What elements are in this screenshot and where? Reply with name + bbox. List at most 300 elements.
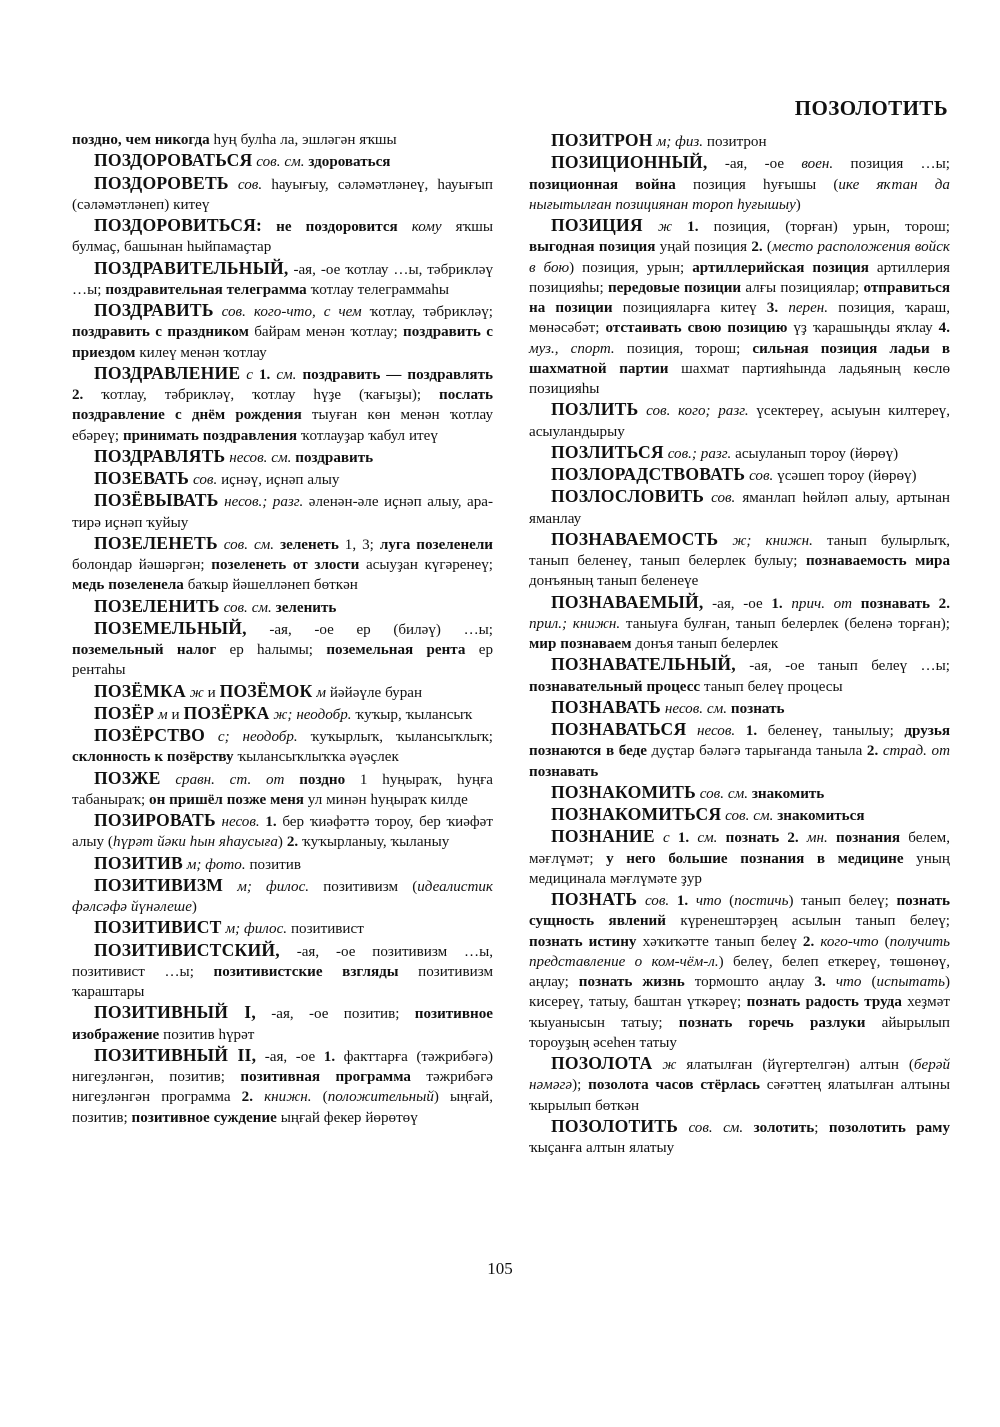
- entry-headword: ПОЗНАВАЕМОСТЬ: [551, 528, 719, 549]
- dictionary-entry: [72, 130, 493, 150]
- dictionary-entry: [72, 300, 493, 363]
- entry-gloss: сәғәттең ялатылған алтыны ҡырылып бөткән: [529, 1077, 950, 1114]
- entry-gloss: донъяның танып беленеүе: [529, 573, 699, 590]
- page-number: 105: [487, 1259, 513, 1278]
- entry-gloss: -ая, -ое ҡотлау …ы, тәбрикләү …ы;: [72, 261, 493, 298]
- dictionary-entry: [72, 618, 493, 681]
- entry-gloss: и: [167, 706, 184, 723]
- entry-gloss: (: [861, 974, 877, 990]
- dictionary-entry: [529, 654, 950, 697]
- entry-label: сравн. ст. от: [160, 771, 285, 788]
- entry-gloss: белем, мәғлүмәт;: [529, 830, 950, 867]
- entry-phrase: зеленеть: [280, 536, 339, 553]
- entry-headword: ПОЗЖЕ: [94, 767, 161, 788]
- entry-phrase: позеленеть от злости: [211, 557, 360, 573]
- entry-label: с: [240, 366, 254, 383]
- entry-gloss: ) позиция, урын;: [569, 259, 693, 276]
- page-columns: [72, 130, 950, 1240]
- entry-gloss: факттарға (тәжрибәгә) нигеҙләнгән, позитив;: [72, 1048, 493, 1085]
- entry-phrase: артиллерийская позиция: [692, 259, 869, 276]
- entry-gloss: уның медицинала мәғлүмәте ҙур: [529, 850, 950, 887]
- entry-phrase: познать горечь разлуки: [678, 1014, 866, 1031]
- entry-label: с: [654, 830, 670, 847]
- entry-gloss: -ая, -ое позитив;: [255, 1006, 415, 1023]
- dictionary-entry: [72, 703, 493, 725]
- entry-phrase: зеленить: [275, 599, 337, 616]
- entry-headword: ПОЗНАТЬ: [551, 889, 638, 909]
- entry-headword: ПОЗНАКОМИТЬ: [551, 781, 696, 802]
- entry-label: сов.: [189, 472, 218, 488]
- dictionary-entry: [72, 940, 493, 1003]
- entry-gloss: алғы позициялар;: [741, 279, 864, 296]
- entry-label: мн.: [806, 830, 828, 847]
- entry-label: сов. см.: [217, 536, 281, 553]
- entry-label: получить представление о ком-чём-л.: [529, 933, 950, 970]
- entry-gloss: үсәшеп тороу (йөрөү): [773, 468, 917, 484]
- entry-headword: ПОЗИТИВИСТСКИЙ,: [94, 939, 280, 960]
- entry-gloss: -ая, -ое: [256, 1048, 324, 1065]
- entry-phrase: познаваемость мира: [805, 553, 950, 569]
- entry-gloss: 1, 3;: [338, 536, 380, 553]
- entry-label: несов.: [686, 723, 736, 739]
- entry-phrase: познавать: [529, 763, 599, 780]
- entry-gloss: позитивист: [287, 921, 364, 938]
- dictionary-entry: [72, 725, 493, 768]
- dictionary-entry: [72, 258, 493, 301]
- column-right: [529, 130, 950, 1240]
- entry-phrase: поздравительная телеграмма: [105, 281, 307, 298]
- entry-phrase: поздно: [284, 771, 346, 788]
- entry-headword: ПОЗЁМОК: [219, 680, 313, 701]
- entry-label: муз., спорт.: [529, 340, 615, 357]
- entry-phrase: поздравить с праздником: [72, 324, 249, 341]
- entry-gloss: асыуҙан күгәренеү;: [359, 557, 493, 573]
- entry-headword: ПОЗЕМЕЛЬНЫЙ,: [94, 617, 247, 638]
- entry-sense-number: 2.: [241, 1089, 265, 1106]
- entry-headword: ПОЗДОРОВЕТЬ: [94, 172, 229, 193]
- entry-headword: ПОЗНАКОМИТЬСЯ: [551, 804, 722, 824]
- entry-headword: ПОЗОЛОТИТЬ: [551, 1115, 679, 1136]
- entry-label: сов.; разг.: [663, 445, 732, 462]
- entry-phrase: познавать: [852, 595, 931, 612]
- entry-gloss: ) ыңғай, позитив;: [72, 1089, 493, 1126]
- entry-gloss: ҡотлау, тәбрикләү, ҡотлау һүҙе (ҡағыҙы);: [101, 387, 440, 403]
- entry-gloss: артиллерия позицияһы;: [529, 259, 950, 296]
- entry-headword: ПОЗДОРОВАТЬСЯ: [94, 150, 253, 171]
- entry-headword: ПОЗНАВАТЬСЯ: [551, 719, 687, 739]
- entry-label: ж; книжн.: [718, 532, 813, 549]
- entry-gloss: донъя танып белерлек: [631, 636, 779, 652]
- entry-sense-number: 2.: [286, 834, 303, 851]
- entry-phrase: отстаивать свою позицию: [605, 320, 788, 337]
- entry-gloss: ҡуҡырланыу, ҡыланыу: [302, 834, 450, 851]
- entry-headword: ПОЗДРАВИТЕЛЬНЫЙ,: [94, 257, 289, 278]
- entry-phrase: поздно, чем никогда: [72, 132, 210, 148]
- entry-gloss: ҡуҡыр, ҡылансыҡ: [351, 706, 473, 723]
- entry-phrase: золотить: [753, 1119, 815, 1136]
- dictionary-entry: [529, 782, 950, 804]
- entry-sense-number: 2.: [802, 933, 821, 950]
- entry-sense-number: 1.: [771, 595, 792, 612]
- entry-gloss: бер ҡиәфәттә тороу, бер ҡиәфәт алыу (: [72, 814, 493, 851]
- entry-gloss: ҡуҡырлыҡ, ҡылансыҡлыҡ;: [297, 729, 493, 745]
- entry-label: прич. от: [791, 595, 853, 612]
- entry-gloss: ) танып белеү;: [788, 893, 897, 909]
- entry-phrase: здороваться: [308, 154, 391, 171]
- entry-gloss: танып белеү процесы: [700, 678, 843, 695]
- entry-label: ж: [642, 219, 673, 235]
- entry-label: сов. см.: [252, 154, 309, 171]
- entry-label: несов.: [215, 814, 260, 830]
- entry-phrase: он пришёл позже меня: [149, 791, 304, 808]
- running-head: ПОЗОЛОТИТЬ: [794, 96, 948, 120]
- entry-phrase: луга позеленели: [379, 536, 494, 553]
- entry-gloss: позиция, (торған) урын, торош;: [713, 219, 950, 235]
- entry-phrase: принимать поздравления: [122, 427, 298, 444]
- entry-gloss: позиция, торош;: [614, 340, 753, 357]
- dictionary-entry: [72, 681, 493, 703]
- entry-headword: ПОЗЁРСТВО: [94, 725, 206, 745]
- entry-gloss: хеҙмәт ҡыуанысын татыу;: [529, 994, 950, 1031]
- entry-headword: ПОЗЛИТЬСЯ: [551, 441, 664, 462]
- entry-label: ж; неодобр.: [269, 706, 352, 723]
- entry-sense-number: 1.: [253, 366, 277, 383]
- entry-label: книжн.: [264, 1089, 312, 1106]
- entry-label: сов.: [637, 893, 670, 909]
- entry-gloss: -ая, -ое ер (биләү) …ы;: [246, 621, 493, 638]
- dictionary-entry: [529, 697, 950, 719]
- entry-phrase: позитивное изображение: [72, 1006, 493, 1043]
- entry-gloss: -ая, -ое: [707, 156, 802, 173]
- entry-gloss: үҙ ҡарашыңды яҡлау: [787, 320, 939, 337]
- dictionary-entry: [529, 719, 950, 782]
- entry-label: что: [695, 893, 722, 909]
- dictionary-entry: [529, 1053, 950, 1116]
- entry-phrase: медь позеленела: [72, 577, 184, 594]
- entry-gloss: килеү менән ҡотлау: [135, 344, 267, 361]
- entry-gloss: ҡотлау телеграммаһы: [306, 281, 450, 298]
- entry-headword: ПОЗНАВАТЬ: [551, 696, 661, 717]
- entry-sense-number: 2.: [72, 387, 102, 403]
- entry-gloss: позиция …ы;: [833, 156, 950, 173]
- entry-sense-number: 2.: [751, 239, 767, 256]
- entry-label: перен.: [788, 300, 829, 316]
- entry-label: кому: [397, 219, 442, 235]
- dictionary-entry: [529, 1116, 950, 1159]
- entry-gloss: позитивизм ҡараштары: [72, 963, 493, 1000]
- entry-label: кого-что: [820, 933, 879, 950]
- entry-label: положительный: [327, 1089, 434, 1106]
- dictionary-entry: [529, 804, 950, 826]
- entry-phrase: познать радость труда: [746, 994, 902, 1011]
- entry-gloss: ул минән һуңыраҡ килде: [303, 791, 468, 808]
- column-left: [72, 130, 493, 1240]
- entry-label: м; филос.: [223, 878, 310, 895]
- dictionary-entry: [72, 173, 493, 216]
- entry-gloss: күренештәрҙең асылын танып белеү;: [665, 913, 950, 930]
- dictionary-entry: [529, 592, 950, 655]
- entry-headword: ПОЗНАВАТЕЛЬНЫЙ,: [551, 654, 736, 675]
- entry-phrase: послать поздравление с днём рождения: [72, 387, 493, 424]
- entry-phrase: позитивистские взгляды: [213, 963, 399, 980]
- dictionary-entry: [529, 215, 950, 399]
- entry-sense-number: 3.: [814, 974, 836, 990]
- dictionary-entry: [72, 490, 493, 533]
- entry-phrase: позитивное суждение: [131, 1109, 277, 1126]
- entry-phrase: склонность к позёрству: [72, 749, 234, 766]
- entry-label: м; физ.: [652, 134, 704, 150]
- entry-gloss: -ая, -ое танып белеү …ы;: [735, 658, 950, 675]
- entry-sense-number: 1.: [672, 219, 714, 235]
- entry-headword: ПОЗИТРОН: [551, 130, 653, 150]
- entry-sense-number: 1.: [669, 830, 698, 847]
- entry-gloss: дуҫтар бәләгә тарығанда таныла: [646, 743, 867, 760]
- entry-headword: ПОЗДОРОВИТЬСЯ:: [94, 215, 263, 235]
- dictionary-entry: [529, 464, 950, 486]
- dictionary-entry: [529, 889, 950, 1053]
- entry-headword: ПОЗИРОВАТЬ: [94, 810, 216, 830]
- dictionary-entry: [529, 442, 950, 464]
- dictionary-entry: [72, 875, 493, 918]
- dictionary-entry: [529, 130, 950, 152]
- entry-gloss: ҡыҫанға алтын ялатыу: [529, 1140, 675, 1156]
- entry-label: сов.: [745, 468, 774, 484]
- entry-sense-number: 4.: [938, 320, 950, 337]
- entry-phrase: познать: [717, 830, 780, 847]
- entry-gloss: ): [191, 899, 197, 915]
- entry-gloss: 1 һуңыраҡ, һуңға табаныраҡ;: [72, 771, 494, 808]
- entry-headword: ПОЗДРАВИТЬ: [94, 300, 214, 320]
- entry-phrase: позолотить раму: [828, 1119, 950, 1136]
- entry-headword: ПОЗИЦИОННЫЙ,: [551, 152, 708, 173]
- entry-phrase: познать сущность явлений: [529, 893, 950, 930]
- entry-gloss: позитрон: [703, 134, 767, 150]
- entry-phrase: познать истину: [529, 933, 637, 950]
- entry-sense-number: 2.: [866, 743, 883, 760]
- entry-gloss: ): [795, 196, 801, 213]
- entry-gloss: ҡотлау, тәбрикләү;: [361, 304, 493, 320]
- entry-label: һүрәт йәки һын яһаусыға: [112, 834, 278, 851]
- entry-headword: ПОЗЁВЫВАТЬ: [94, 490, 219, 511]
- entry-headword: ПОЗЕВАТЬ: [94, 468, 190, 488]
- entry-headword: ПОЗЁРКА: [183, 702, 270, 723]
- entry-label: берәй нәмәгә: [529, 1057, 950, 1094]
- entry-sense-number: 3.: [766, 300, 789, 316]
- entry-sense-number: 1.: [323, 1048, 344, 1065]
- entry-gloss: (: [721, 893, 735, 909]
- entry-label: сов. см.: [695, 785, 752, 802]
- entry-sense-number: 2.: [930, 595, 950, 612]
- entry-sense-number: 1.: [669, 893, 696, 909]
- entry-gloss: ): [277, 834, 287, 851]
- entry-headword: ПОЗЛИТЬ: [551, 399, 639, 420]
- entry-label: место расположения войск в бою: [529, 239, 950, 276]
- entry-label: ике яҡтан да нығытылған позициянан тороп һуғышыу: [529, 176, 950, 213]
- entry-label: сов. см.: [219, 599, 276, 616]
- dictionary-entry: [72, 917, 493, 939]
- entry-headword: ПОЗЛОСЛОВИТЬ: [551, 486, 705, 507]
- dictionary-entry: [72, 596, 493, 618]
- entry-phrase: позиционная война: [529, 176, 676, 193]
- entry-gloss: (: [311, 1089, 328, 1106]
- entry-gloss: ялатылған (йүгертелгән) алтын (: [676, 1057, 914, 1073]
- entry-gloss: ер һалымы;: [216, 642, 327, 658]
- entry-phrase: поземельная рента: [326, 642, 466, 658]
- entry-label: испытать: [876, 974, 945, 990]
- entry-gloss: хәҡиҡәтте танып белеү: [636, 933, 803, 950]
- entry-headword: ПОЗДРАВЛЕНИЕ: [94, 362, 241, 383]
- entry-label: м: [154, 706, 168, 723]
- entry-gloss: яманлап һөйләп алыу, артынан яманлау: [529, 490, 950, 527]
- entry-gloss: асыуланып тороу (йөрөү): [731, 445, 899, 462]
- entry-gloss: позицияларға китеү: [612, 300, 767, 316]
- entry-headword: ПОЗОЛОТА: [551, 1053, 653, 1073]
- entry-sense-number: 1.: [735, 723, 768, 739]
- entry-headword: ПОЗИТИВ: [94, 852, 183, 873]
- dictionary-entry: [72, 150, 493, 172]
- dictionary-entry: [72, 363, 493, 446]
- entry-phrase: поздравить с приездом: [72, 324, 493, 361]
- entry-headword: ПОЗЕЛЕНЕТЬ: [94, 532, 218, 553]
- entry-phrase: друзья познаются в беде: [529, 723, 950, 760]
- entry-headword: ПОЗИТИВИСТ: [94, 917, 222, 938]
- entry-gloss: һауығыу, сәләмәтләнеү, һауығып (сәләмәтләнеп) китеү: [72, 176, 494, 213]
- entry-phrase: познать: [730, 700, 785, 717]
- entry-gloss: ҡотлауҙар ҡабул итеү: [297, 427, 438, 444]
- dictionary-entry: [529, 529, 950, 592]
- entry-phrase: передовые позиции: [607, 279, 742, 296]
- dictionary-entry: [72, 1002, 493, 1045]
- entry-gloss: -ая, -ое: [703, 595, 772, 612]
- entry-phrase: сильная позиция ладьи в шахматной партии: [529, 340, 950, 377]
- entry-headword: ПОЗДРАВЛЯТЬ: [94, 445, 226, 466]
- entry-sense-number: 1.: [259, 814, 283, 830]
- entry-phrase: позолота часов стёрлась: [588, 1077, 760, 1094]
- entry-label: сов.: [704, 490, 736, 507]
- entry-gloss: позитив һүрәт: [159, 1026, 255, 1043]
- dictionary-entry: [529, 152, 950, 215]
- entry-headword: ПОЗИЦИЯ: [551, 215, 643, 235]
- dictionary-entry: [72, 468, 493, 490]
- entry-label: ж: [185, 684, 204, 701]
- entry-gloss: ) белеү, белеп еткереү, төшөнөү, аңлау;: [529, 953, 950, 990]
- entry-phrase: поземельный налог: [72, 642, 217, 658]
- entry-phrase: знакомиться: [777, 808, 865, 824]
- entry-phrase: поздравить: [295, 449, 374, 466]
- entry-gloss: шахмат партияһында ладьяның көслө позицияһы: [529, 360, 950, 397]
- entry-phrase: мир познаваем: [529, 636, 632, 652]
- entry-phrase: не поздоровится: [262, 219, 398, 235]
- entry-phrase: познать жизнь: [578, 974, 685, 990]
- entry-label: несов. см.: [661, 700, 731, 717]
- entry-gloss: әленән-әле иҫнәп алыу, ара-тирә иҫнәп ҡуйыу: [72, 494, 494, 531]
- entry-headword: ПОЗНАНИЕ: [551, 826, 655, 847]
- entry-label: сов. см.: [721, 808, 778, 824]
- entry-label: сов. см.: [678, 1119, 754, 1136]
- entry-gloss: ) кисереү, татыу, баштан үткәреү;: [529, 974, 950, 1011]
- entry-gloss: позиция, ҡараш, мөнәсәбәт;: [529, 300, 950, 337]
- entry-gloss: беленеү, танылыу;: [767, 723, 905, 739]
- entry-gloss: яҡшы булмаҫ, башынан һыйпамаҫтар: [72, 219, 493, 256]
- entry-label: несов. см.: [225, 449, 296, 466]
- entry-label: сов.: [228, 176, 263, 193]
- entry-gloss: позиция һуғышы (: [675, 176, 839, 193]
- entry-gloss: (: [766, 239, 772, 256]
- dictionary-entry: [72, 768, 493, 811]
- entry-phrase: познания: [827, 830, 901, 847]
- entry-gloss: үсектереү, асыуын килтереү, асыуландырыу: [529, 403, 950, 440]
- entry-headword: ПОЗЛОРАДСТВОВАТЬ: [551, 464, 746, 484]
- entry-label: сов. кого-что, с чем: [213, 304, 362, 320]
- entry-phrase: у него большие познания в медицине: [606, 850, 904, 867]
- entry-gloss: айырылып тороуҙың әсеһен татыу: [529, 1014, 950, 1051]
- entry-gloss: );: [572, 1077, 589, 1094]
- dictionary-entry: [72, 810, 493, 853]
- entry-gloss: таныуға булған, танып белерлек (беленә торған);: [620, 615, 950, 632]
- entry-gloss: тормошто аңлау: [684, 974, 815, 990]
- entry-label: что: [835, 974, 862, 990]
- entry-headword: ПОЗЁМКА: [94, 680, 186, 701]
- entry-phrase: выгодная позиция: [529, 239, 656, 256]
- entry-headword: ПОЗЁР: [94, 702, 155, 723]
- entry-gloss: болондар йәшәргән;: [72, 557, 212, 573]
- entry-label: см.: [276, 366, 297, 383]
- entry-gloss: иҫнәү, иҫнәп алыу: [217, 472, 340, 488]
- entry-label: прил.; книжн.: [529, 615, 621, 632]
- dictionary-entry: [72, 1045, 493, 1128]
- entry-gloss: танып булырлыҡ, танып беленеү, танып белерлек булыу;: [529, 532, 950, 569]
- dictionary-entry: [72, 215, 493, 258]
- dictionary-entry: [529, 399, 950, 442]
- entry-gloss: и: [203, 684, 220, 701]
- entry-label: м: [312, 684, 326, 701]
- entry-gloss: баҡыр йәшелләнеп бөткән: [183, 577, 358, 594]
- dictionary-entry: [529, 486, 950, 529]
- entry-gloss: позитив: [245, 856, 301, 873]
- entry-label: м; филос.: [221, 921, 288, 938]
- entry-gloss: ыңғай фекер йөрөтөү: [276, 1109, 418, 1126]
- entry-phrase: отправиться на позиции: [529, 279, 950, 316]
- entry-label: воен.: [801, 156, 834, 173]
- entry-gloss: тыуған көн менән ҡотлау ебәреү;: [72, 407, 493, 444]
- entry-gloss: ҡылансыҡлыҡҡа әүәҫлек: [233, 749, 399, 766]
- entry-headword: ПОЗНАВАЕМЫЙ,: [551, 591, 704, 612]
- entry-label: несов.; разг.: [218, 494, 304, 511]
- entry-gloss: (: [878, 933, 890, 950]
- entry-gloss: ер рентаһы: [72, 642, 493, 679]
- entry-label: м; фото.: [182, 856, 246, 873]
- entry-gloss: байрам менән ҡотлау;: [248, 324, 404, 341]
- entry-headword: ПОЗИТИВИЗМ: [94, 874, 224, 895]
- entry-gloss: йәйәүле буран: [325, 684, 423, 701]
- entry-label: постичь: [734, 893, 789, 909]
- entry-gloss: -ая, -ое позитивизм …ы, позитивист …ы;: [72, 943, 493, 980]
- dictionary-entry: [72, 533, 493, 596]
- entry-label: идеалистик фәлсәфә йүнәлеше: [72, 878, 493, 915]
- entry-gloss: позитивизм (: [309, 878, 418, 895]
- entry-label: с; неодобр.: [205, 729, 298, 745]
- entry-gloss: тәжрибәгә нигеҙләнгән программа: [72, 1069, 494, 1106]
- entry-label: страд. от: [882, 743, 950, 760]
- entry-phrase: позитивная программа: [240, 1069, 411, 1085]
- dictionary-entry: [72, 446, 493, 468]
- entry-gloss: һуң булһа ла, эшләгән яҡшы: [209, 132, 397, 148]
- entry-phrase: знакомить: [751, 785, 825, 802]
- dictionary-entry: [72, 853, 493, 875]
- entry-gloss: ;: [814, 1119, 829, 1136]
- dictionary-entry: [529, 826, 950, 889]
- entry-headword: ПОЗИТИВНЫЙ I,: [94, 1002, 256, 1023]
